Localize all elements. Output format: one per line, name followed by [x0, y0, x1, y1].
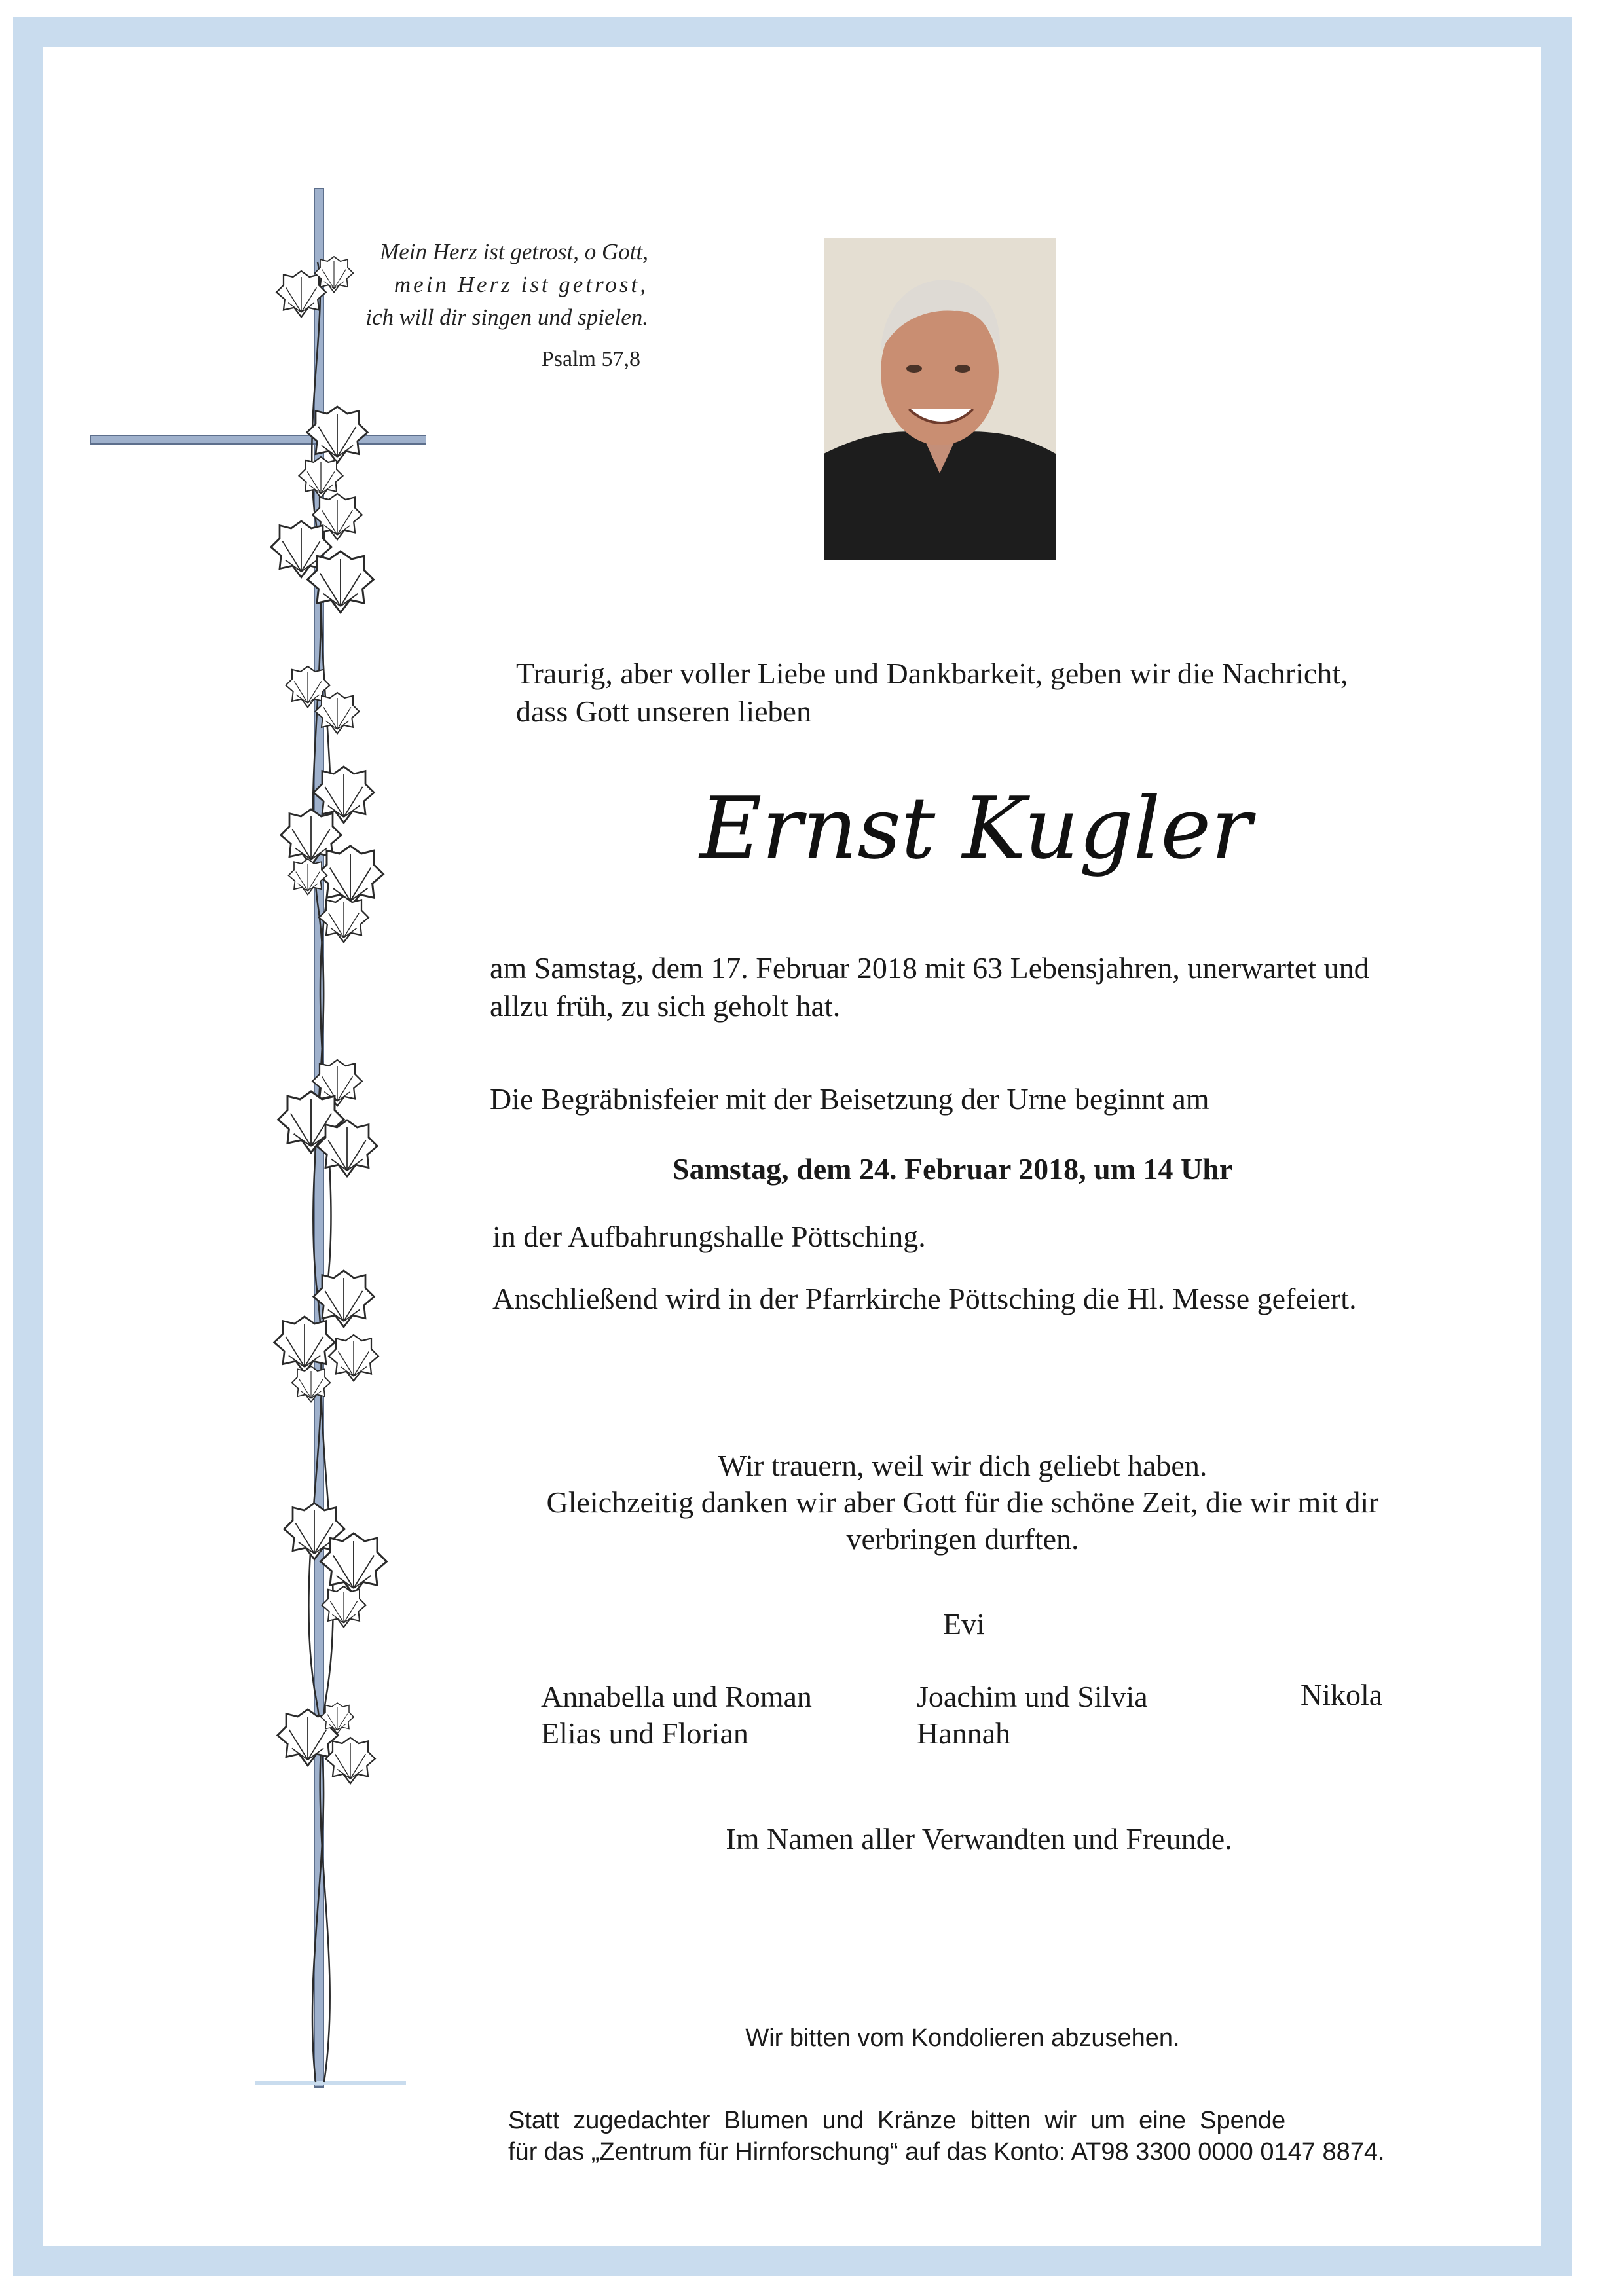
- funeral-mass: Anschließend wird in der Pfarrkirche Pöttsching die Hl. Messe gefeiert.: [492, 1282, 1357, 1315]
- funeral-date: Samstag, dem 24. Februar 2018, um 14 Uhr: [673, 1152, 1233, 1186]
- person-portrait-icon: [824, 238, 1056, 560]
- portrait-photo: [824, 238, 1056, 560]
- family-spouse: Evi: [943, 1607, 985, 1641]
- family-col1-line2: Elias und Florian: [541, 1717, 748, 1750]
- family-col2-line2: Hannah: [917, 1717, 1011, 1750]
- mourning-line-1: Wir trauern, weil wir dich geliebt haben.: [718, 1449, 1208, 1482]
- psalm-line-2: mein Herz ist getrost,: [394, 272, 648, 297]
- donation-line-1: Statt zugedachter Blumen und Kränze bitten wir um eine Spende: [508, 2107, 1286, 2134]
- psalm-line-3: ich will dir singen und spielen.: [365, 304, 648, 330]
- psalm-line-1: Mein Herz ist getrost, o Gott,: [380, 239, 648, 264]
- funeral-intro: Die Begräbnisfeier mit der Beisetzung der Urne beginnt am: [490, 1082, 1209, 1116]
- condolence-notice: Wir bitten vom Kondolieren abzusehen.: [745, 2024, 1180, 2052]
- mourning-line-2: Gleichzeitig danken wir aber Gott für die schöne Zeit, die wir mit dir: [546, 1485, 1379, 1519]
- family-col2-line1: Joachim und Silvia: [917, 1680, 1148, 1713]
- mourning-line-3: verbringen durften.: [846, 1522, 1079, 1556]
- psalm-reference: Psalm 57,8: [541, 347, 640, 371]
- death-line-2: allzu früh, zu sich geholt hat.: [490, 989, 841, 1023]
- intro-line-2: dass Gott unseren lieben: [516, 695, 811, 728]
- psalm-quote: [327, 236, 648, 334]
- vine-leaves: [271, 257, 387, 1783]
- intro-line-1: Traurig, aber voller Liebe und Dankbarkeit, geben wir die Nachricht,: [516, 657, 1348, 690]
- name-signature: [648, 773, 1303, 890]
- donation-line-2: für das „Zentrum für Hirnforschung“ auf das Konto: AT98 3300 0000 0147 8874.: [508, 2138, 1385, 2166]
- death-line-1: am Samstag, dem 17. Februar 2018 mit 63 Lebensjahren, unerwartet und: [490, 951, 1369, 985]
- closing-line: Im Namen aller Verwandten und Freunde.: [726, 1822, 1232, 1855]
- family-col3-line1: Nikola: [1301, 1678, 1383, 1711]
- name-signature-text: Ernst Kugler: [699, 778, 1252, 878]
- funeral-location: in der Aufbahrungshalle Pöttsching.: [492, 1220, 926, 1253]
- cross-with-vine-icon: [85, 183, 426, 2102]
- family-col1-line1: Annabella und Roman: [541, 1680, 812, 1713]
